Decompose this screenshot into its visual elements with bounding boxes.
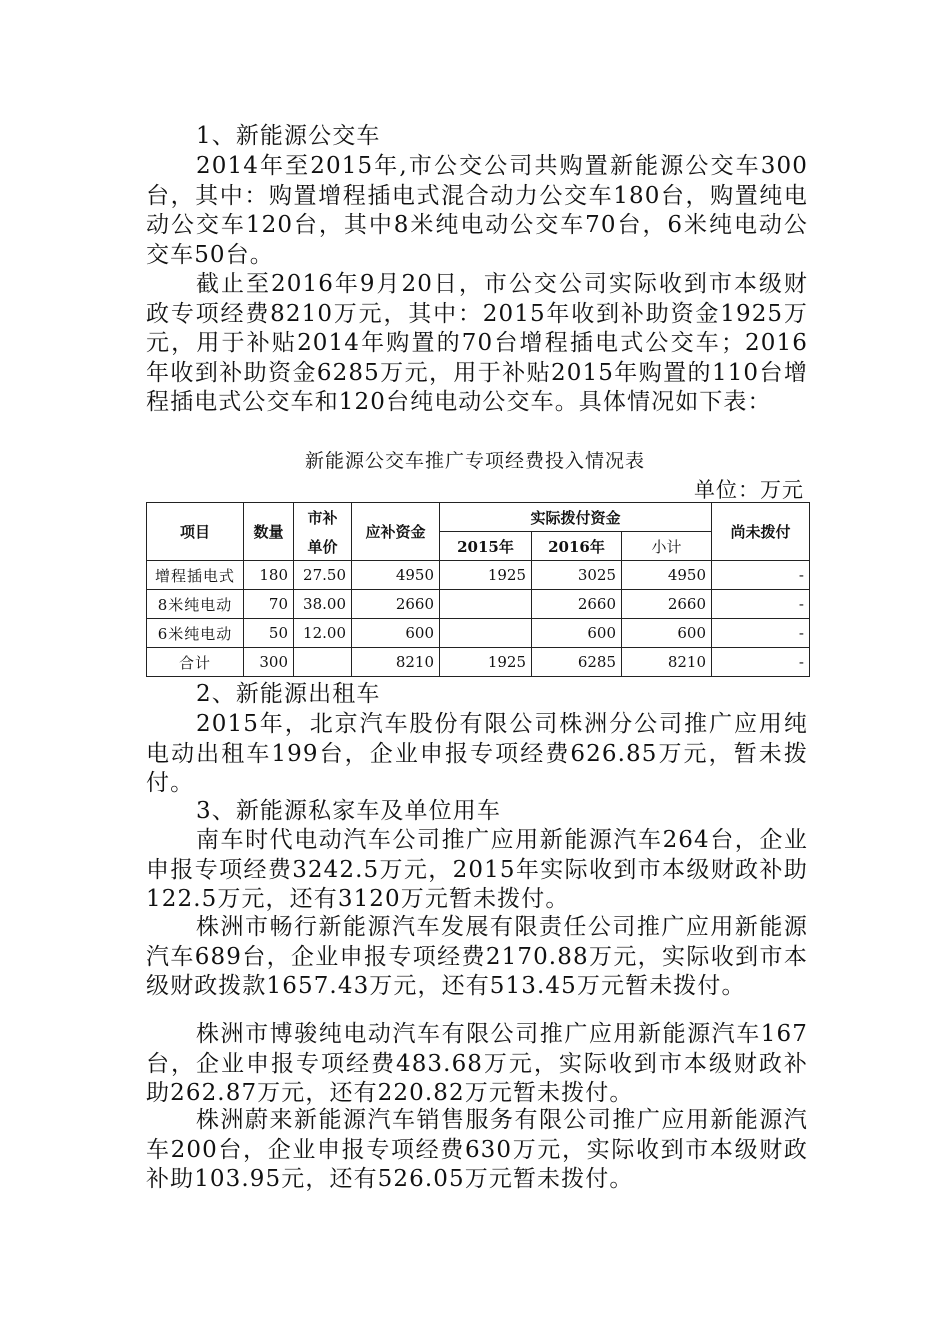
funding-table [146,502,810,677]
header-2016: 2016年 [532,532,622,561]
section3-para2: 株洲市畅行新能源汽车发展有限责任公司推广应用新能源汽车689台，企业申报专项经费2170.88万元，实际收到市本级财政拨款1657.43万元，还有513.45万元暂未拨付。 [146,914,808,1000]
section2-heading: 2、新能源出租车 [196,681,381,707]
section3-para4: 株洲蔚来新能源汽车销售服务有限公司推广应用新能源汽车200台，企业申报专项经费630万元，实际收到市本级财政补助103.95元，还有526.05万元暂未拨付。 [146,1107,808,1193]
row-2015: 1925 [440,648,532,677]
row-2016: 2660 [532,590,622,619]
row-unpaid: - [712,619,810,648]
row-2015 [440,590,532,619]
row-name: 合计 [147,648,244,677]
row-due: 2660 [352,590,440,619]
row-qty: 300 [244,648,294,677]
table-row [147,590,810,619]
header-item: 项目 [147,503,244,561]
row-due: 4950 [352,561,440,590]
row-price [294,648,352,677]
row-price: 38.00 [294,590,352,619]
header-2015: 2015年 [440,532,532,561]
section3-para3: 株洲市博骏纯电动汽车有限公司推广应用新能源汽车167台，企业申报专项经费483.68万元，实际收到市本级财政补助262.87万元，还有220.82万元暂未拨付。 [146,1021,808,1107]
header-price-line2: 单价 [307,537,338,556]
row-due: 8210 [352,648,440,677]
row-name: 8米纯电动 [147,590,244,619]
row-unpaid: - [712,590,810,619]
table-row [147,561,810,590]
table-header-row [147,503,810,532]
table-row [147,619,810,648]
row-subtotal: 2660 [622,590,712,619]
row-subtotal: 8210 [622,648,712,677]
row-qty: 50 [244,619,294,648]
row-2016: 6285 [532,648,622,677]
header-actual: 实际拨付资金 [440,503,712,532]
row-2016: 600 [532,619,622,648]
section1-para2: 截止至2016年9月20日，市公交公司实际收到市本级财政专项经费8210万元，其中：2015年收到补助资金1925万元，用于补贴2014年购置的70台增程插电式公交车；2016年收到补助资金6285万元，用于补贴2015年购置的110台增程插电式公交车和120台纯电动公交车。具体情况如下表： [146,271,808,416]
row-qty: 180 [244,561,294,590]
row-2015: 1925 [440,561,532,590]
row-subtotal: 600 [622,619,712,648]
row-qty: 70 [244,590,294,619]
row-subtotal: 4950 [622,561,712,590]
section2-para1: 2015年，北京汽车股份有限公司株洲分公司推广应用纯电动出租车199台，企业申报专项经费626.85万元，暂未拨付。 [146,711,808,797]
section3-para1: 南车时代电动汽车公司推广应用新能源汽车264台，企业申报专项经费3242.5万元，2015年实际收到市本级财政补助122.5万元，还有3120万元暂未拨付。 [146,827,808,913]
row-price: 12.00 [294,619,352,648]
section3-heading: 3、新能源私家车及单位用车 [196,798,501,824]
row-2016: 3025 [532,561,622,590]
section1-heading: 1、新能源公交车 [196,123,381,149]
table-unit: 单位：万元 [694,478,804,502]
row-2015 [440,619,532,648]
row-name: 6米纯电动 [147,619,244,648]
header-price [294,503,352,561]
table-caption: 新能源公交车推广专项经费投入情况表 [304,450,645,472]
row-name: 增程插电式 [147,561,244,590]
header-due: 应补资金 [352,503,440,561]
row-price: 27.50 [294,561,352,590]
row-due: 600 [352,619,440,648]
row-unpaid: - [712,561,810,590]
header-qty: 数量 [244,503,294,561]
section1-para1: 2014年至2015年,市公交公司共购置新能源公交车300台，其中：购置增程插电式混合动力公交车180台，购置纯电动公交车120台，其中8米纯电动公交车70台，6米纯电动公交车50台。 [146,153,808,268]
row-unpaid: - [712,648,810,677]
header-price-line1: 市补 [307,508,338,527]
header-subtotal: 小计 [622,532,712,561]
table-total-row [147,648,810,677]
header-unpaid: 尚未拨付 [712,503,810,561]
